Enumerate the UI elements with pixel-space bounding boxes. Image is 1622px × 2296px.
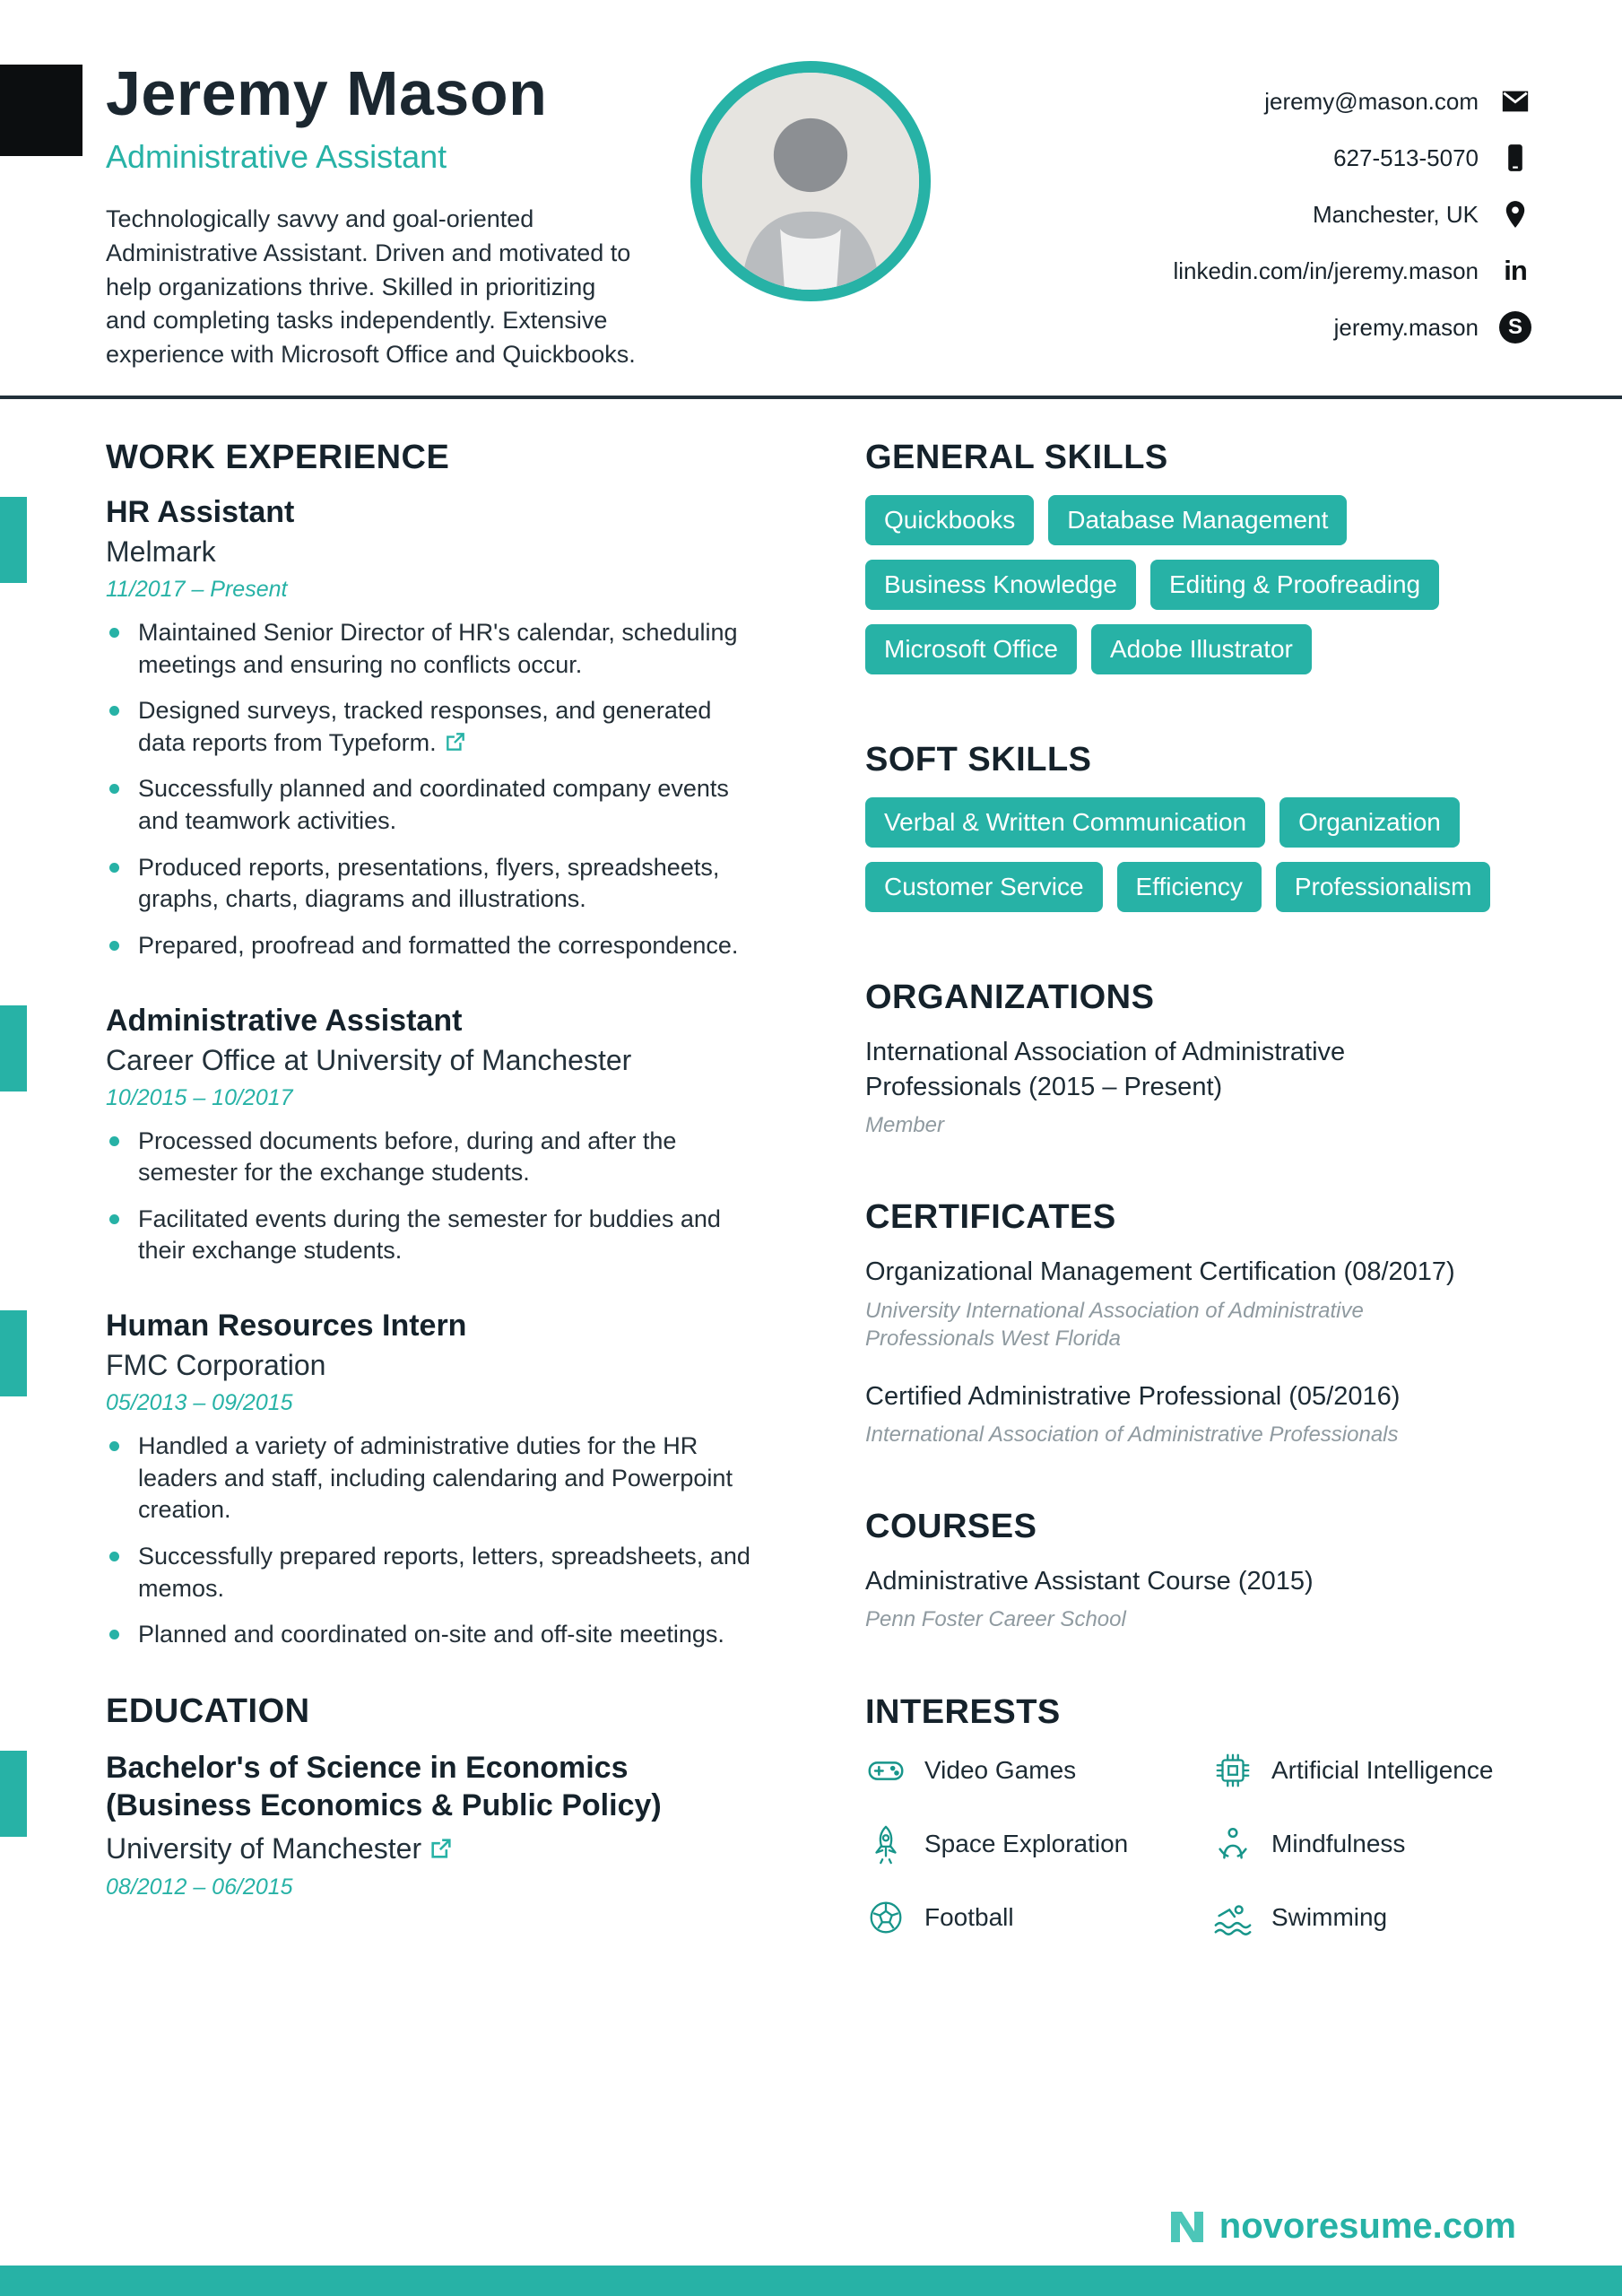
bullet-item: [106, 695, 751, 759]
bullet-item: [106, 1541, 751, 1605]
contact-skype[interactable]: [1173, 310, 1532, 344]
skill-pill: Organization: [1279, 797, 1460, 848]
skill-pill: Verbal & Written Communication: [865, 797, 1265, 848]
school-name: [106, 1832, 774, 1866]
header: [0, 0, 1622, 372]
chip-icon: [1212, 1750, 1253, 1791]
section-edge-accent: [0, 1310, 27, 1396]
school-name-text: University of Manchester: [106, 1831, 422, 1865]
job-dates: 10/2015 – 10/2017: [106, 1084, 293, 1110]
job-entry-administrative-assistant: [106, 1004, 774, 1268]
job-dates: 05/2013 – 09/2015: [106, 1390, 293, 1416]
person-silhouette: [702, 73, 919, 290]
skill-pill: Quickbooks: [865, 495, 1034, 545]
content-columns: [0, 399, 1622, 1997]
job-company: Melmark: [106, 535, 216, 568]
certificates-section: [865, 1198, 1541, 1448]
contact-linkedin-value[interactable]: linkedin.com/in/jeremy.mason: [1173, 257, 1479, 284]
skill-pill: Customer Service: [865, 862, 1103, 912]
contact-location[interactable]: [1173, 197, 1532, 231]
job-headline: Administrative Assistant: [106, 138, 447, 175]
interest-label: Swimming: [1271, 1902, 1388, 1931]
course-name: Administrative Assistant Course (2015): [865, 1567, 1314, 1596]
interest-space-exploration: [865, 1823, 1194, 1865]
header-identity: [106, 57, 644, 372]
skill-pill: Efficiency: [1117, 862, 1262, 912]
linkedin-icon: in: [1504, 255, 1527, 286]
interest-mindfulness: [1212, 1823, 1541, 1865]
bullet-item: [106, 1126, 751, 1189]
contact-phone-value[interactable]: 627-513-5070: [1333, 144, 1479, 171]
degree-name: Bachelor's of Science in Economics (Business Economics & Public Policy): [106, 1750, 662, 1823]
section-edge-accent: [0, 1005, 27, 1091]
interest-artificial-intelligence: [1212, 1750, 1541, 1791]
section-edge-accent: [0, 1751, 27, 1837]
organization-name: International Association of Administrative Professionals (2015 – Present): [865, 1037, 1346, 1102]
section-edge-accent: [0, 497, 27, 583]
external-link-icon[interactable]: [444, 730, 467, 753]
certificate-entry: [865, 1379, 1541, 1448]
organizations-section: [865, 978, 1541, 1139]
contact-email[interactable]: [1173, 84, 1532, 118]
summary-text: Technologically savvy and goal-oriented Administrative Assistant. Driven and motivated to help organizations thrive. Skilled in prioritizing and completing tasks independently. Extensive experience with Microsoft Office and Quickbooks.: [106, 205, 636, 369]
skill-pill: Microsoft Office: [865, 624, 1077, 674]
right-column: [865, 439, 1541, 1997]
certificate-name: Certified Administrative Professional (05/2016): [865, 1381, 1401, 1411]
job-bullets: [106, 617, 774, 962]
location-icon: [1498, 197, 1532, 231]
organizations-heading: ORGANIZATIONS: [865, 978, 1155, 1016]
job-title: Human Resources Intern: [106, 1309, 467, 1344]
footer-brand[interactable]: [1166, 2205, 1516, 2248]
bullet-item: [106, 617, 751, 681]
bullet-text: Maintained Senior Director of HR's calendar, scheduling meetings and ensuring no conflicts occur.: [138, 618, 738, 678]
certificate-entry: [865, 1255, 1541, 1352]
course-school: Penn Foster Career School: [865, 1607, 1126, 1632]
football-icon: [865, 1897, 906, 1938]
interest-label: Football: [924, 1902, 1014, 1931]
skype-icon: S: [1498, 310, 1532, 344]
brand-text[interactable]: novoresume.com: [1219, 2205, 1516, 2246]
certificate-name: Organizational Management Certification (08/2017): [865, 1257, 1455, 1287]
general-skills-list: [865, 495, 1541, 674]
interest-label: Video Games: [924, 1755, 1077, 1784]
skill-pill: Editing & Proofreading: [1150, 560, 1439, 610]
bullet-item: [106, 852, 751, 916]
contact-email-value[interactable]: jeremy@mason.com: [1264, 87, 1479, 115]
interest-football: [865, 1897, 1194, 1938]
bullet-text: Successfully planned and coordinated company events and teamwork activities.: [138, 775, 729, 835]
soft-skills-list: [865, 797, 1541, 912]
skill-pill: Business Knowledge: [865, 560, 1136, 610]
job-entry-hr-intern: [106, 1309, 774, 1651]
bullet-text: Prepared, proofread and formatted the correspondence.: [138, 931, 739, 959]
interests-heading: INTERESTS: [865, 1692, 1061, 1731]
job-bullets: [106, 1126, 774, 1268]
contact-linkedin[interactable]: [1173, 254, 1532, 288]
education-section: [106, 1692, 774, 1900]
bullet-text: Processed documents before, during and after the semester for the exchange students.: [138, 1126, 677, 1187]
swimming-icon: [1212, 1897, 1253, 1938]
job-bullets: [106, 1431, 774, 1651]
profile-photo: [690, 61, 931, 301]
certificate-issuer: University International Association of Administrative Professionals West Florida: [865, 1298, 1364, 1351]
person-name: Jeremy Mason: [106, 58, 548, 128]
job-dates: 11/2017 – Present: [106, 576, 288, 602]
interest-label: Space Exploration: [924, 1829, 1129, 1857]
organization-entry: [865, 1035, 1541, 1139]
interest-swimming: [1212, 1897, 1541, 1938]
bullet-text: Produced reports, presentations, flyers, spreadsheets, graphs, charts, diagrams and illustrations.: [138, 853, 720, 913]
job-company: Career Office at University of Manchester: [106, 1043, 632, 1076]
soft-skills-heading: SOFT SKILLS: [865, 740, 1092, 778]
bullet-item: [106, 930, 751, 962]
left-column: [106, 439, 774, 1997]
contact-skype-value[interactable]: jeremy.mason: [1333, 313, 1479, 341]
job-company: FMC Corporation: [106, 1349, 326, 1382]
interests-section: [865, 1693, 1541, 1938]
course-entry: [865, 1564, 1541, 1633]
email-icon: [1498, 84, 1532, 118]
work-experience-heading: WORK EXPERIENCE: [106, 438, 450, 476]
novoresume-logo-icon: [1166, 2205, 1209, 2248]
organization-role: Member: [865, 1113, 945, 1138]
interests-list: [865, 1750, 1541, 1938]
bullet-item: [106, 773, 751, 837]
courses-section: [865, 1508, 1541, 1633]
general-skills-heading: GENERAL SKILLS: [865, 438, 1168, 476]
contact-location-value[interactable]: Manchester, UK: [1313, 200, 1479, 228]
skill-pill: Professionalism: [1276, 862, 1491, 912]
education-dates: 08/2012 – 06/2015: [106, 1874, 293, 1900]
rocket-icon: [865, 1823, 906, 1865]
bullet-item: [106, 1204, 751, 1267]
bullet-text: Planned and coordinated on-site and off-site meetings.: [138, 1621, 724, 1648]
bullet-item: [106, 1431, 751, 1526]
skill-pill: Database Management: [1048, 495, 1347, 545]
phone-icon: [1498, 141, 1532, 175]
bullet-text: Handled a variety of administrative duties for the HR leaders and staff, including calendaring and Powerpoint creation.: [138, 1432, 733, 1524]
bullet-item: [106, 1619, 751, 1651]
interest-video-games: [865, 1750, 1194, 1791]
job-title: HR Assistant: [106, 494, 295, 529]
bottom-accent-bar: [0, 2266, 1622, 2296]
meditation-icon: [1212, 1823, 1253, 1865]
education-entry: [106, 1749, 774, 1900]
bullet-text: Designed surveys, tracked responses, and generated data reports from Typeform.: [138, 697, 712, 756]
courses-heading: COURSES: [865, 1508, 1037, 1546]
external-link-icon[interactable]: [429, 1836, 454, 1861]
certificates-heading: CERTIFICATES: [865, 1198, 1116, 1237]
contact-block: [1173, 57, 1532, 367]
interest-label: Artificial Intelligence: [1271, 1755, 1494, 1784]
job-title: Administrative Assistant: [106, 1003, 463, 1038]
bullet-text: Successfully prepared reports, letters, spreadsheets, and memos.: [138, 1542, 750, 1602]
interest-label: Mindfulness: [1271, 1829, 1406, 1857]
certificate-issuer: International Association of Administrative Professionals: [865, 1422, 1399, 1448]
corner-accent: [0, 65, 82, 156]
gamepad-icon: [865, 1750, 906, 1791]
education-heading: EDUCATION: [106, 1692, 310, 1730]
bullet-text: Facilitated events during the semester for buddies and their exchange students.: [138, 1205, 721, 1265]
contact-phone[interactable]: [1173, 141, 1532, 175]
skill-pill: Adobe Illustrator: [1091, 624, 1312, 674]
job-entry-hr-assistant: [106, 495, 774, 962]
